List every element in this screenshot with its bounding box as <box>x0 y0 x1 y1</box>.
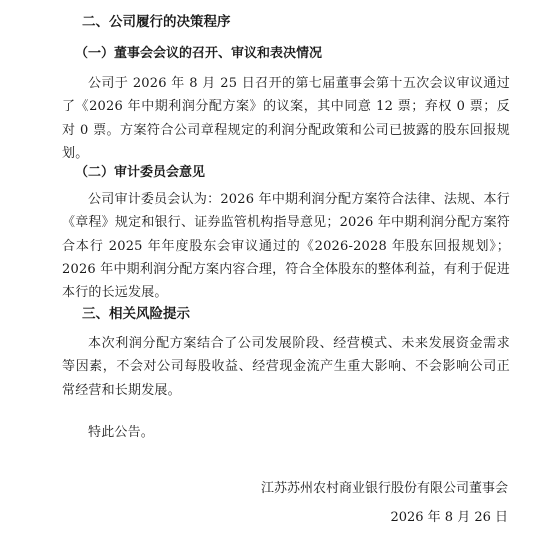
subsection-1-heading: （一）董事会会议的召开、审议和表决情况 <box>75 46 323 61</box>
section-2-heading: 二、公司履行的决策程序 <box>82 14 231 30</box>
risk-paragraph: 本次利润分配方案结合了公司发展阶段、经营模式、未来发展资金需求等因素，不会对公司每股收益、经营现金流产生重大影响、不会影响公司正常经营和长期发展。 <box>62 336 510 398</box>
board-meeting-paragraph: 公司于 2026 年 8 月 25 日召开的第七届董事会第十五次会议审议通过了《2026 年中期利润分配方案》的议案，其中同意 12 票；弃权 0 票；反对 0 票。方案符合公司章程规定的利润分配政策和公司已披露的股东回报规划。 <box>62 76 510 161</box>
subsection-2-heading: （二）审计委员会意见 <box>75 165 206 180</box>
closing-text: 特此公告。 <box>88 425 155 440</box>
signature-org: 江苏苏州农村商业银行股份有限公司董事会 <box>260 481 508 496</box>
audit-committee-paragraph: 公司审计委员会认为：2026 年中期利润分配方案符合法律、法规、本行《章程》规定和银行、证券监管机构指导意见；2026 年中期利润分配方案符合本行 2025 年年度股东会审议通过的《2026-2028 年股东回报规划》；2026 年中期利润分配方案内容合理，符合全体股东的整体利益，有利于促进本行的长远发展。 <box>62 192 510 301</box>
signature-date: 2026 年 8 月 26 日 <box>390 510 508 525</box>
section-3-heading: 三、相关风险提示 <box>82 306 190 322</box>
